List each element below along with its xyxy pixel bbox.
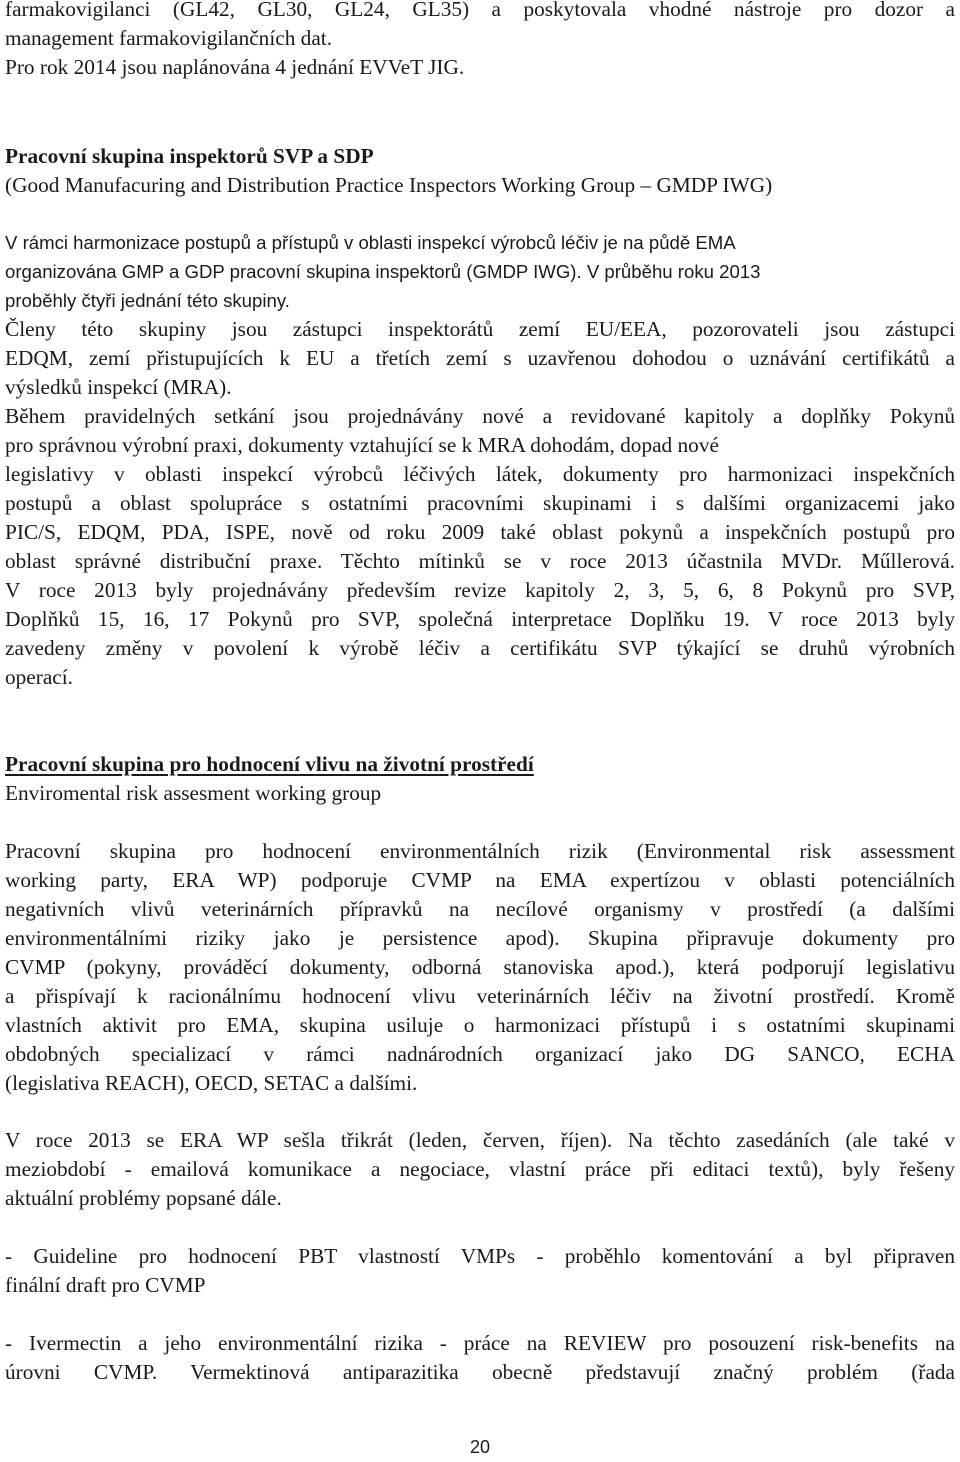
text-line: oblast správné distribuční praxe. Těchto mítinků se v roce 2013 účastnila MVDr. Műllerová.	[5, 549, 955, 573]
text-line: pro správnou výrobní praxi, dokumenty vztahující se k MRA dohodám, dopad nové	[5, 433, 719, 457]
text-line: vlastních aktivit pro EMA, skupina usiluje o harmonizaci přístupů i s ostatními skupinami	[5, 1013, 955, 1037]
text-line: organizována GMP a GDP pracovní skupina inspektorů (GMDP IWG). V průběhu roku 2013	[5, 261, 761, 282]
text-line: CVMP (pokyny, prováděcí dokumenty, odborná stanoviska apod.), která podporují legislativu	[5, 955, 955, 979]
text-line: proběhly čtyři jednání této skupiny.	[5, 290, 290, 311]
text-line: - Guideline pro hodnocení PBT vlastností VMPs - proběhlo komentování a byl připraven	[5, 1244, 955, 1268]
text-line: (legislativa REACH), OECD, SETAC a dalšími.	[5, 1071, 418, 1095]
text-line: finální draft pro CVMP	[5, 1273, 206, 1297]
text-line: aktuální problémy popsané dále.	[5, 1186, 282, 1210]
gmdp-paragraph-3	[5, 402, 955, 692]
text-line: EDQM, zemí přistupujících k EU a třetích zemí s uzavřenou dohodou o uznávání certifikátů a	[5, 346, 955, 370]
text-line: meziobdobí - emailová komunikace a negociace, vlastní práce při editaci textů), byly řešeny	[5, 1157, 955, 1181]
text-line: obdobných specializací v rámci nadnárodních organizací jako DG SANCO, ECHA	[5, 1042, 955, 1066]
gmdp-paragraph-2	[5, 315, 955, 402]
gmdp-paragraph-1	[5, 228, 955, 315]
text-line: Během pravidelných setkání jsou projednávány nové a revidované kapitoly a doplňky Pokynů	[5, 404, 955, 428]
era-paragraph-1	[5, 837, 955, 1098]
era-heading	[5, 750, 955, 808]
text-line: working party, ERA WP) podporuje CVMP na EMA expertízou v oblasti potenciálních	[5, 868, 955, 892]
text-line: V roce 2013 se ERA WP sešla třikrát (leden, červen, říjen). Na těchto zasedáních (ale také v	[5, 1128, 955, 1152]
page-number: 20	[469, 1437, 491, 1457]
text-line: negativních vlivů veterinárních přípravků na necílové organismy v prostředí (a dalšími	[5, 897, 955, 921]
text-line: výsledků inspekcí (MRA).	[5, 375, 232, 399]
text-line: - Ivermectin a jeho environmentální rizika - práce na REVIEW pro posouzení risk-benefits na	[5, 1331, 955, 1355]
era-subtitle: Enviromental risk assesment working group	[5, 781, 382, 805]
text-line: Doplňků 15, 16, 17 Pokynů pro SVP, společná interpretace Doplňku 19. V roce 2013 byly	[5, 607, 955, 631]
text-line: V roce 2013 byly projednávány především revize kapitoly 2, 3, 5, 6, 8 Pokynů pro SVP,	[5, 578, 955, 602]
gmdp-subtitle: (Good Manufacuring and Distribution Practice Inspectors Working Group – GMDP IWG)	[5, 173, 773, 197]
era-paragraph-3	[5, 1242, 955, 1300]
text-line: Členy této skupiny jsou zástupci inspektorátů zemí EU/EEA, pozorovateli jsou zástupci	[5, 317, 955, 341]
text-line: environmentálními riziky jako je persistence apod). Skupina připravuje dokumenty pro	[5, 926, 955, 950]
text-line: farmakovigilanci (GL42, GL30, GL24, GL35) a poskytovala vhodné nástroje pro dozor a	[5, 0, 955, 21]
gmdp-heading	[5, 142, 955, 200]
text-line: zavedeny změny v povolení k výrobě léčiv a certifikátu SVP týkající se druhů výrobních	[5, 636, 955, 660]
era-title: Pracovní skupina pro hodnocení vlivu na životní prostředí	[5, 752, 534, 776]
text-line: Pro rok 2014 jsou naplánována 4 jednání EVVeT JIG.	[5, 55, 465, 79]
text-line: V rámci harmonizace postupů a přístupů v oblasti inspekcí výrobců léčiv je na půdě EMA	[5, 232, 736, 253]
text-line: úrovni CVMP. Vermektinová antiparazitika obecně představují značný problém (řada	[5, 1360, 955, 1384]
text-line: Pracovní skupina pro hodnocení environmentálních rizik (Environmental risk assessment	[5, 839, 955, 863]
gmdp-title: Pracovní skupina inspektorů SVP a SDP	[5, 144, 374, 168]
intro-paragraph	[5, 0, 955, 82]
text-line: management farmakovigilančních dat.	[5, 26, 333, 50]
text-line: operací.	[5, 665, 73, 689]
text-line: legislativy v oblasti inspekcí výrobců léčivých látek, dokumenty pro harmonizaci inspekčních	[5, 462, 955, 486]
text-line: PIC/S, EDQM, PDA, ISPE, nově od roku 2009 také oblast pokynů a inspekčních postupů pro	[5, 520, 955, 544]
era-paragraph-2	[5, 1126, 955, 1213]
text-line: a přispívají k racionálnímu hodnocení vlivu veterinárních léčiv na životní prostředí. Kromě	[5, 984, 955, 1008]
text-line: postupů a oblast spolupráce s ostatními pracovními skupinami i s dalšími organizacemi jako	[5, 491, 955, 515]
era-paragraph-4	[5, 1329, 955, 1387]
